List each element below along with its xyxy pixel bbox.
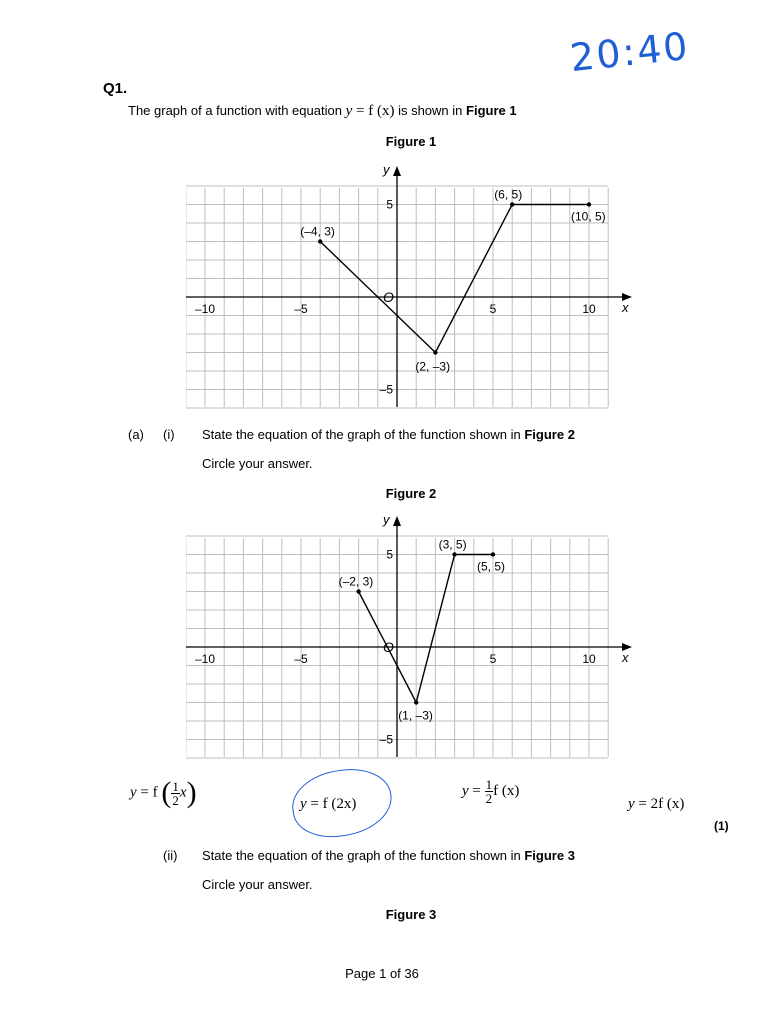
point-label: (–2, 3)	[338, 574, 374, 589]
origin-label: O	[383, 639, 394, 655]
data-point	[433, 350, 437, 354]
point-label: (3, 5)	[438, 537, 467, 552]
y-axis-label: y	[383, 512, 390, 527]
question-intro	[128, 103, 517, 120]
figure-1-title: Figure 1	[385, 134, 437, 149]
point-label: (–4, 3)	[300, 224, 335, 239]
origin-label: O	[383, 289, 394, 305]
option-4[interactable]: y = 2f (x)	[628, 796, 685, 812]
x-tick-label: 5	[489, 302, 497, 316]
instruction-ii-figure-ref: Figure 3	[524, 848, 575, 863]
x-tick-label: 5	[489, 652, 497, 666]
data-point	[491, 552, 495, 556]
x-tick-label: 10	[582, 302, 596, 316]
figure-2-title: Figure 2	[385, 486, 437, 501]
question-number: Q1.	[103, 80, 128, 97]
figure-2-svg	[186, 510, 636, 760]
option-1[interactable]: y = f ( $\frac{1}{2}$ x)	[130, 776, 197, 809]
footer-current: 1	[379, 966, 387, 981]
intro-figure-ref: Figure 1	[466, 103, 517, 118]
y-tick-label: 5	[386, 197, 393, 212]
point-label: (2, –3)	[415, 359, 451, 374]
y-tick-label: 5	[386, 547, 393, 562]
y-tick-label: –5	[379, 382, 393, 397]
intro-text: The graph of a function with equation	[128, 103, 342, 118]
part-a-i-label: (i)	[163, 427, 175, 442]
point-label: (5, 5)	[477, 559, 506, 574]
data-point	[510, 202, 514, 206]
figure-1-graph	[186, 160, 636, 415]
data-point	[452, 552, 456, 556]
x-tick-label: 10	[582, 652, 596, 666]
intro-after: is shown in	[398, 103, 463, 118]
instruction-ii-text: State the equation of the graph of the function shown in	[202, 848, 521, 863]
y-axis-arrow	[393, 516, 401, 526]
handwritten-answer-circle	[288, 763, 396, 842]
y-axis-arrow	[393, 166, 401, 176]
x-axis-label: x	[622, 650, 629, 665]
point-label: (6, 5)	[494, 187, 523, 202]
option-3[interactable]: y = $\frac{1}{2}$ f (x)	[462, 777, 520, 806]
circle-answer-instruction: Circle your answer.	[202, 456, 313, 471]
y-axis-label: y	[383, 162, 390, 177]
footer-page-word: Page	[345, 966, 376, 981]
part-a-i-instruction	[202, 427, 575, 442]
footer-total: 36	[404, 966, 419, 981]
circle-answer-instruction-ii: Circle your answer.	[202, 877, 313, 892]
data-point	[318, 239, 322, 243]
x-tick-label: –10	[194, 652, 216, 666]
page-footer	[282, 966, 482, 981]
figure-3-title: Figure 3	[385, 907, 437, 922]
point-label: (10, 5)	[571, 209, 606, 224]
data-point	[414, 700, 418, 704]
marks: (1)	[714, 819, 729, 833]
y-tick-label: –5	[379, 732, 393, 747]
intro-math: y = f (x)	[345, 103, 395, 119]
handwritten-time: 20:40	[568, 23, 692, 81]
data-point	[356, 589, 360, 593]
part-a-label: (a)	[128, 427, 144, 442]
x-tick-label: –10	[194, 302, 216, 316]
instruction-figure-ref: Figure 2	[524, 427, 575, 442]
point-label: (1, –3)	[398, 708, 433, 723]
figure-1-svg	[186, 160, 636, 410]
x-axis-label: x	[622, 300, 629, 315]
option-2[interactable]: y = f (2x)	[300, 796, 357, 812]
data-point	[587, 202, 591, 206]
footer-of: of	[389, 966, 401, 981]
x-tick-label: –5	[294, 652, 308, 666]
figure-2-graph	[186, 510, 636, 765]
x-tick-label: –5	[294, 302, 308, 316]
part-a-ii-instruction	[202, 848, 575, 863]
part-a-ii-label: (ii)	[163, 848, 178, 863]
instruction-text: State the equation of the graph of the function shown in	[202, 427, 521, 442]
